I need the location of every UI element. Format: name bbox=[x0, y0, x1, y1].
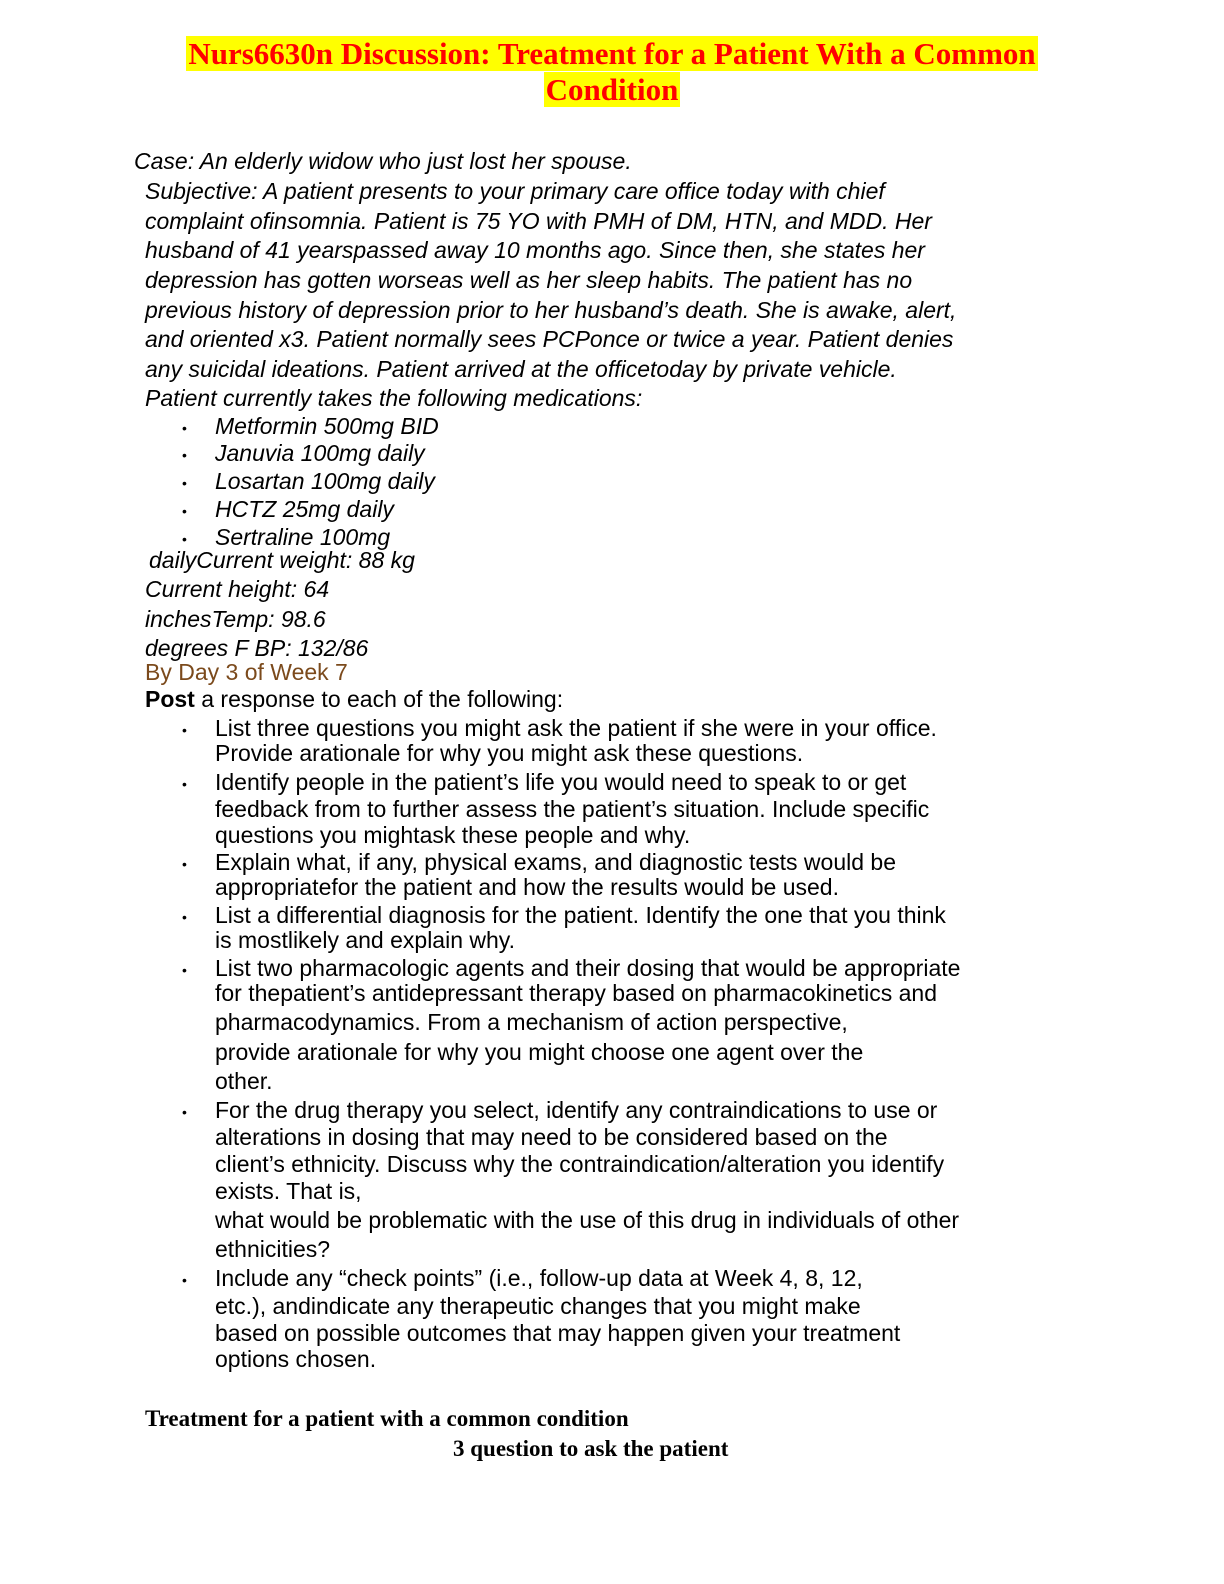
bullet-dot: • bbox=[182, 531, 187, 547]
section-heading: Treatment for a patient with a common condition bbox=[145, 1406, 629, 1431]
document-title bbox=[0, 36, 1224, 108]
case-line: and oriented x3. Patient normally sees PCPonce or twice a year. Patient denies bbox=[145, 326, 954, 352]
task-line: appropriatefor the patient and how the results would be used. bbox=[215, 874, 839, 900]
bullet-dot: • bbox=[182, 856, 187, 872]
bullet-dot: • bbox=[182, 1104, 187, 1120]
task-line: List two pharmacologic agents and their dosing that would be appropriate bbox=[215, 955, 961, 981]
medication-item: Metformin 500mg BID bbox=[215, 413, 439, 439]
task-line: Provide arationale for why you might ask these questions. bbox=[215, 740, 804, 766]
task-line: what would be problematic with the use of this drug in individuals of other bbox=[215, 1207, 960, 1233]
task-line: List a differential diagnosis for the patient. Identify the one that you think bbox=[215, 902, 946, 928]
task-line: etc.), andindicate any therapeutic changes that you might make bbox=[215, 1293, 861, 1319]
bullet-dot: • bbox=[182, 776, 187, 792]
vitals-line: degrees F BP: 132/86 bbox=[145, 635, 369, 661]
task-line: Explain what, if any, physical exams, and diagnostic tests would be bbox=[215, 849, 896, 875]
vitals-line: dailyCurrent weight: 88 kg bbox=[149, 547, 415, 573]
post-instruction bbox=[145, 686, 563, 713]
bullet-dot: • bbox=[182, 1272, 187, 1288]
task-line: List three questions you might ask the patient if she were in your office. bbox=[215, 715, 937, 741]
case-line: husband of 41 yearspassed away 10 months ago. Since then, she states her bbox=[145, 237, 925, 263]
bullet-dot: • bbox=[182, 420, 187, 436]
post-rest: a response to each of the following: bbox=[194, 686, 564, 712]
medication-item: Losartan 100mg daily bbox=[215, 468, 435, 494]
task-line: For the drug therapy you select, identify any contraindications to use or bbox=[215, 1097, 938, 1123]
bullet-dot: • bbox=[182, 722, 187, 738]
vitals-line: Current height: 64 bbox=[145, 576, 330, 602]
case-line: Subjective: A patient presents to your primary care office today with chief bbox=[145, 178, 885, 204]
task-line: ethnicities? bbox=[215, 1236, 331, 1262]
task-line: provide arationale for why you might choose one agent over the bbox=[215, 1039, 864, 1065]
case-line: depression has gotten worseas well as her sleep habits. The patient has no bbox=[145, 267, 913, 293]
task-line: feedback from to further assess the patient’s situation. Include specific bbox=[215, 796, 930, 822]
due-date-heading: By Day 3 of Week 7 bbox=[145, 659, 348, 685]
task-line: based on possible outcomes that may happen given your treatment bbox=[215, 1320, 901, 1346]
section-subheading: 3 question to ask the patient bbox=[453, 1436, 729, 1461]
case-line: Patient currently takes the following medications: bbox=[145, 385, 643, 411]
task-line: alterations in dosing that may need to be considered based on the bbox=[215, 1124, 888, 1150]
case-line: Case: An elderly widow who just lost her spouse. bbox=[134, 148, 632, 174]
case-line: previous history of depression prior to her husband’s death. She is awake, alert, bbox=[145, 297, 957, 323]
task-line: questions you mightask these people and why. bbox=[215, 822, 691, 848]
title-line-1: Nurs6630n Discussion: Treatment for a Patient With a Common bbox=[188, 36, 1036, 71]
title-line-2: Condition bbox=[545, 72, 679, 107]
task-line: exists. That is, bbox=[215, 1178, 362, 1204]
task-line: pharmacodynamics. From a mechanism of action perspective, bbox=[215, 1009, 848, 1035]
bullet-dot: • bbox=[182, 447, 187, 463]
task-line: Identify people in the patient’s life you would need to speak to or get bbox=[215, 769, 907, 795]
task-line: for thepatient’s antidepressant therapy based on pharmacokinetics and bbox=[215, 980, 937, 1006]
medication-item: Januvia 100mg daily bbox=[215, 440, 425, 466]
task-line: is mostlikely and explain why. bbox=[215, 927, 515, 953]
medication-item: HCTZ 25mg daily bbox=[215, 496, 394, 522]
medication-item: Sertraline 100mg bbox=[215, 524, 391, 550]
bullet-dot: • bbox=[182, 909, 187, 925]
case-line: any suicidal ideations. Patient arrived at the officetoday by private vehicle. bbox=[145, 356, 897, 382]
post-bold: Post bbox=[145, 686, 195, 712]
task-line: client’s ethnicity. Discuss why the contraindication/alteration you identify bbox=[215, 1151, 945, 1177]
task-line: options chosen. bbox=[215, 1346, 377, 1372]
vitals-line: inchesTemp: 98.6 bbox=[145, 606, 326, 632]
bullet-dot: • bbox=[182, 503, 187, 519]
bullet-dot: • bbox=[182, 475, 187, 491]
task-line: other. bbox=[215, 1068, 273, 1094]
case-line: complaint ofinsomnia. Patient is 75 YO with PMH of DM, HTN, and MDD. Her bbox=[145, 208, 932, 234]
task-line: Include any “check points” (i.e., follow-up data at Week 4, 8, 12, bbox=[215, 1265, 863, 1291]
bullet-dot: • bbox=[182, 962, 187, 978]
